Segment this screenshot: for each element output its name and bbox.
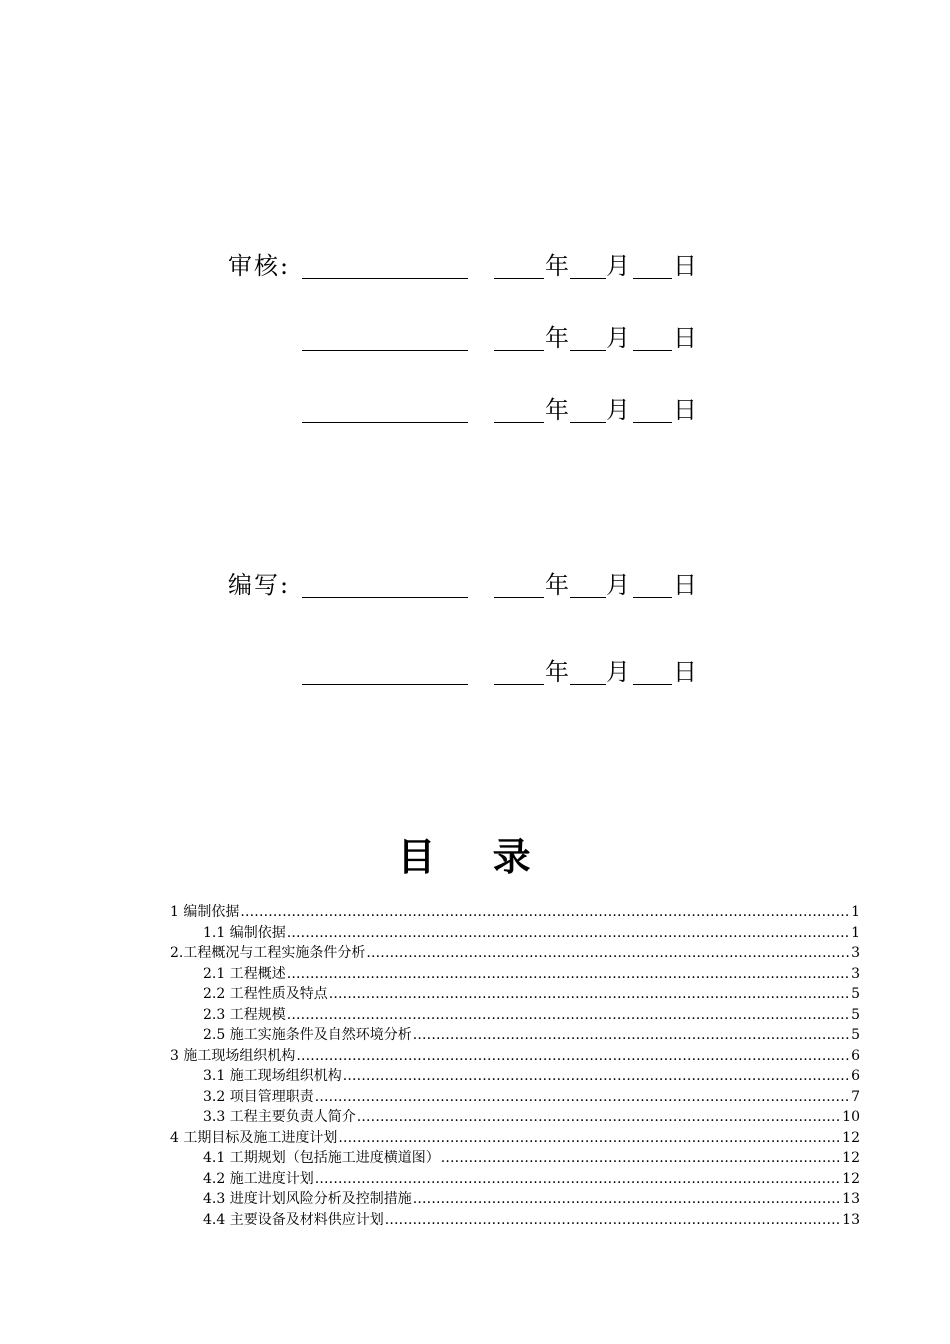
toc-entry[interactable] (170, 964, 860, 985)
toc-entry-title: 4.4 主要设备及材料供应计划 (203, 1211, 384, 1228)
toc-entry-title: 2.2 工程性质及特点 (203, 986, 328, 1002)
toc-leader-dots (441, 1148, 841, 1169)
signature-blank (302, 422, 468, 423)
month-label: 月 (606, 396, 630, 424)
toc-leader-dots (357, 1107, 841, 1128)
day-label: 日 (673, 252, 697, 280)
month-label: 月 (606, 324, 630, 352)
day-label: 日 (673, 396, 697, 424)
toc-entry-title: 4.1 工期规划（包括施工进度横道图） (203, 1150, 440, 1166)
toc-leader-dots (287, 1005, 849, 1026)
toc-entry[interactable] (170, 984, 860, 1005)
year-blank (494, 597, 544, 598)
toc-entry[interactable] (170, 902, 860, 923)
toc-entry[interactable] (170, 1210, 860, 1231)
day-blank (633, 684, 672, 685)
toc-page-number: 10 (842, 1109, 860, 1125)
signature-blank (302, 278, 468, 279)
year-label: 年 (545, 396, 569, 424)
toc-leader-dots (287, 964, 849, 985)
signature-row-author-1 (0, 569, 950, 609)
signature-row-review-3 (0, 394, 950, 434)
toc-page-number: 3 (851, 965, 860, 982)
toc-entry-title: 1.1 编制依据 (203, 924, 286, 941)
toc-entry[interactable] (170, 1046, 860, 1067)
toc-leader-dots (329, 984, 849, 1005)
toc-entry-title: 3.1 施工现场组织机构 (203, 1068, 342, 1084)
toc-entry[interactable] (170, 1148, 860, 1169)
month-label: 月 (606, 571, 630, 599)
month-blank (570, 350, 606, 351)
toc-entry-title: 2.1 工程概述 (203, 965, 286, 982)
toc-entry[interactable] (170, 923, 860, 944)
year-label: 年 (545, 571, 569, 599)
year-blank (494, 350, 544, 351)
toc-leader-dots (338, 1128, 841, 1149)
toc-entry[interactable] (170, 1066, 860, 1087)
day-label: 日 (673, 324, 697, 352)
month-blank (570, 422, 606, 423)
toc-page-number: 3 (851, 945, 860, 961)
month-label: 月 (606, 658, 630, 686)
signature-blank (302, 597, 468, 598)
toc-leader-dots (240, 902, 849, 923)
toc-title: 目 录 (397, 835, 553, 879)
toc-page-number: 1 (851, 924, 860, 941)
toc-entry[interactable] (170, 943, 860, 964)
toc-entry-title: 3.3 工程主要负责人简介 (203, 1109, 356, 1125)
month-blank (570, 597, 606, 598)
toc-entry-title: 1 编制依据 (170, 904, 240, 920)
toc-page-number: 13 (842, 1191, 860, 1207)
toc-leader-dots (413, 1025, 849, 1046)
toc-page-number: 6 (851, 1068, 860, 1084)
toc-entry-title: 3.2 项目管理职责 (203, 1088, 314, 1105)
toc-leader-dots (366, 943, 849, 964)
toc-entry[interactable] (170, 1025, 860, 1046)
day-blank (633, 597, 672, 598)
day-blank (633, 422, 672, 423)
day-blank (633, 278, 672, 279)
toc-page-number: 12 (842, 1129, 860, 1146)
day-label: 日 (673, 658, 697, 686)
author-label: 编写: (228, 571, 291, 599)
toc-entry-title: 4.2 施工进度计划 (203, 1170, 314, 1187)
toc-entry-title: 4.3 进度计划风险分析及控制措施 (203, 1191, 412, 1207)
signature-row-author-2 (0, 656, 950, 696)
toc-page-number: 5 (851, 986, 860, 1002)
year-blank (494, 684, 544, 685)
toc-entry[interactable] (170, 1189, 860, 1210)
toc-page-number: 1 (851, 904, 860, 920)
toc-leader-dots (413, 1189, 841, 1210)
toc-page-number: 13 (842, 1211, 860, 1228)
signature-blank (302, 684, 468, 685)
toc-leader-dots (287, 923, 849, 944)
month-label: 月 (606, 252, 630, 280)
toc-entry-title: 2.3 工程规模 (203, 1006, 286, 1023)
review-label: 审核: (228, 252, 291, 280)
signature-blank (302, 350, 468, 351)
year-label: 年 (545, 252, 569, 280)
toc-page-number: 5 (851, 1006, 860, 1023)
year-blank (494, 278, 544, 279)
toc-entry-title: 2.工程概况与工程实施条件分析 (170, 945, 366, 961)
toc-entry-title: 2.5 施工实施条件及自然环境分析 (203, 1027, 412, 1043)
toc-page-number: 7 (851, 1088, 860, 1105)
signature-row-review-1 (0, 250, 950, 290)
month-blank (570, 278, 606, 279)
toc-page-number: 12 (842, 1170, 860, 1187)
toc-page-number: 6 (851, 1047, 860, 1064)
year-label: 年 (545, 324, 569, 352)
toc-entry[interactable] (170, 1128, 860, 1149)
month-blank (570, 684, 606, 685)
year-blank (494, 422, 544, 423)
toc-entry-title: 3 施工现场组织机构 (170, 1047, 296, 1064)
toc-leader-dots (343, 1066, 849, 1087)
toc-entry[interactable] (170, 1107, 860, 1128)
toc-leader-dots (315, 1169, 841, 1190)
toc-leader-dots (296, 1046, 849, 1067)
toc-entry[interactable] (170, 1005, 860, 1026)
toc-entry[interactable] (170, 1087, 860, 1108)
toc-page-number: 5 (851, 1027, 860, 1043)
toc-entry[interactable] (170, 1169, 860, 1190)
toc-leader-dots (385, 1210, 841, 1231)
table-of-contents (170, 902, 860, 1230)
year-label: 年 (545, 658, 569, 686)
toc-entry-title: 4 工期目标及施工进度计划 (170, 1129, 338, 1146)
toc-leader-dots (315, 1087, 849, 1108)
day-label: 日 (673, 571, 697, 599)
toc-page-number: 12 (842, 1150, 860, 1166)
day-blank (633, 350, 672, 351)
signature-row-review-2 (0, 322, 950, 362)
